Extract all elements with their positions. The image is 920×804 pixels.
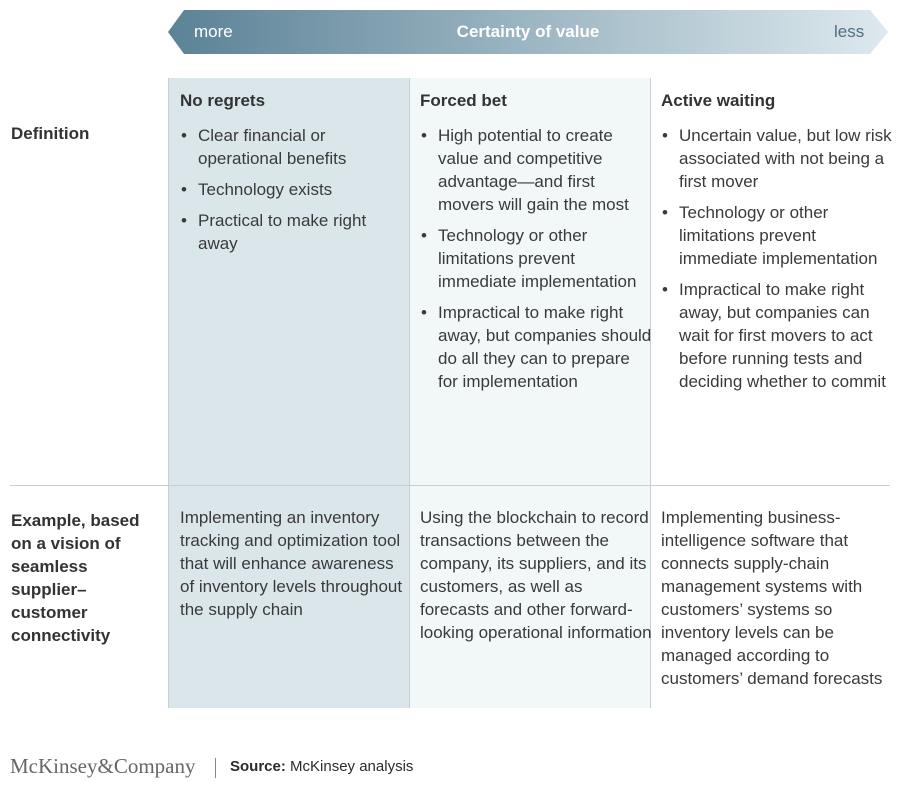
example-active-waiting: Implementing business-intelligence software that connects supply-chain management systems with customers’ systems so inventory levels can be managed according to customers’ demand forecasts bbox=[661, 508, 883, 688]
example-no-regrets: Implementing an inventory tracking and optimization tool that will enhance awareness of inventory levels throughout the supply chain bbox=[180, 508, 403, 619]
definition-item: • Uncertain value, but low risk associated with not being a first mover bbox=[661, 124, 893, 193]
column-heading-no-regrets: No regrets bbox=[180, 91, 266, 110]
source-text: McKinsey analysis bbox=[290, 758, 414, 775]
source-note bbox=[230, 757, 413, 777]
row-divider bbox=[10, 485, 890, 486]
column-heading-active-waiting: Active waiting bbox=[661, 91, 776, 110]
arrow-label-more: more bbox=[194, 22, 233, 41]
definition-item: • Practical to make right away bbox=[180, 209, 408, 255]
definition-list-forced-bet bbox=[420, 124, 652, 401]
example-forced-bet: Using the blockchain to record transactions between the company, its suppliers, and its customers, as well as forecasts and other forward-looking operational information bbox=[420, 508, 652, 642]
column-heading-forced-bet: Forced bet bbox=[420, 91, 507, 110]
footer-separator bbox=[215, 758, 216, 778]
definition-item: • High potential to create value and competitive advantage—and first movers will gain the most bbox=[420, 124, 652, 216]
row-label-example: Example, based on a vision of seamless supplier–customer connectivity bbox=[11, 511, 140, 645]
definition-list-active-waiting bbox=[661, 124, 893, 401]
definition-list-no-regrets bbox=[180, 124, 408, 263]
definition-item: • Technology or other limitations prevent immediate implementation bbox=[420, 224, 652, 293]
definition-item: • Impractical to make right away, but companies can wait for first movers to act before running tests and deciding whether to commit bbox=[661, 278, 893, 393]
column-divider bbox=[168, 78, 169, 708]
row-label-definition: Definition bbox=[11, 124, 90, 143]
definition-item: • Impractical to make right away, but companies should do all they can to prepare for implementation bbox=[420, 301, 652, 393]
arrow-label-less: less bbox=[834, 22, 865, 41]
definition-item: • Clear financial or operational benefits bbox=[180, 124, 408, 170]
column-divider bbox=[409, 78, 410, 708]
mckinsey-logo: McKinsey&Company bbox=[10, 754, 196, 778]
arrow-title: Certainty of value bbox=[456, 22, 600, 41]
source-label: Source: bbox=[230, 758, 286, 775]
definition-item: • Technology exists bbox=[180, 178, 408, 201]
definition-item: • Technology or other limitations prevent immediate implementation bbox=[661, 201, 893, 270]
